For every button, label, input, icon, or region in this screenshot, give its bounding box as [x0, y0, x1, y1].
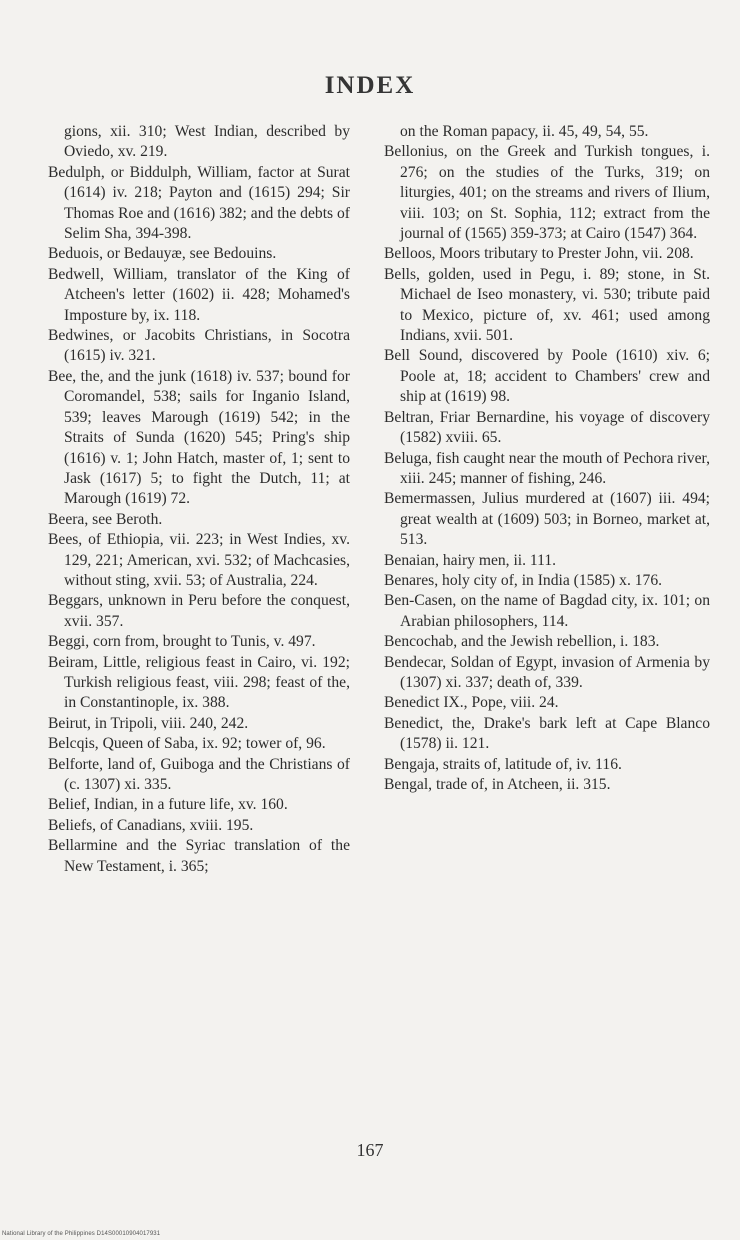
- index-entry: on the Roman papacy, ii. 45, 49, 54, 55.: [400, 123, 649, 140]
- index-entry: Bellonius, on the Greek and Turkish tongues, i. 276; on the studies of the Turks, 319; on liturgies, 401; on the streams and rivers of Ilium, viii. 103; on St. Sophia, 112; extract from the journal of (1565) 359-373; at Cairo (1547) 364.: [384, 143, 710, 243]
- index-entry: Beera, see Beroth.: [48, 510, 163, 528]
- index-entry: Beirut, in Tripoli, viii. 240, 242.: [48, 714, 249, 732]
- index-entry: Beggars, unknown in Peru before the conquest, xvii. 357.: [48, 592, 350, 630]
- index-entry: Beduois, or Bedauyæ, see Bedouins.: [48, 245, 277, 263]
- page-title: INDEX: [324, 72, 416, 99]
- index-entry: Bells, golden, used in Pegu, i. 89; stone, in St. Michael de Iseo monastery, vi. 530; tribute paid to Mexico, picture of, xv. 461; used among Indians, xvii. 501.: [384, 265, 710, 345]
- index-entry: gions, xii. 310; West Indian, described by Oviedo, xv. 219.: [64, 123, 350, 161]
- index-entry: Bee, the, and the junk (1618) iv. 537; bound for Coromandel, 538; sails for Inganio Island, 539; leaves Marough (1619) 542; in the Straits of Sunda (1620) 545; Pring's ship (1616) v. 1; John Hatch, master of, 1; sent to Jask (1617) 5; to fight the Dutch, 11; at Marough (1619) 72.: [48, 367, 350, 508]
- index-entry: Bedwell, William, translator of the King of Atcheen's letter (1602) ii. 428; Mohamed's Imposture by, ix. 118.: [48, 265, 350, 324]
- index-entry: Bedulph, or Biddulph, William, factor at Surat (1614) iv. 218; Payton and (1615) 294; Sir Thomas Roe and (1616) 382; and the debts of Selim Sha, 394-398.: [48, 163, 350, 243]
- index-entry: Bengal, trade of, in Atcheen, ii. 315.: [384, 776, 611, 793]
- index-column-right: [384, 122, 710, 795]
- index-entry: Bedwines, or Jacobits Christians, in Socotra (1615) iv. 321.: [48, 327, 350, 365]
- index-entry: Bellarmine and the Syriac translation of the New Testament, i. 365;: [48, 837, 350, 875]
- index-entry: Bendecar, Soldan of Egypt, invasion of Armenia by (1307) xi. 337; death of, 339.: [384, 653, 710, 691]
- index-entry: Bengaja, straits of, latitude of, iv. 116.: [384, 755, 622, 773]
- index-entry: Benares, holy city of, in India (1585) x. 176.: [384, 571, 663, 589]
- index-entry: Ben-Casen, on the name of Bagdad city, ix. 101; on Arabian philosophers, 114.: [384, 592, 710, 630]
- index-entry: Bencochab, and the Jewish rebellion, i. 183.: [384, 633, 660, 651]
- index-entry: Beiram, Little, religious feast in Cairo, vi. 192; Turkish religious feast, viii. 298; feast of the, in Constantinople, ix. 388.: [48, 653, 350, 712]
- page-number: 167: [356, 1140, 384, 1160]
- index-entry: Beltran, Friar Bernardine, his voyage of discovery (1582) xviii. 65.: [384, 408, 710, 447]
- index-entry: Benaian, hairy men, ii. 111.: [384, 551, 557, 569]
- index-entry: Benedict, the, Drake's bark left at Cape Blanco (1578) ii. 121.: [384, 714, 710, 753]
- index-entry: Beggi, corn from, brought to Tunis, v. 497.: [48, 633, 316, 651]
- index-entry: Beluga, fish caught near the mouth of Pechora river, xiii. 245; manner of fishing, 246.: [384, 449, 710, 487]
- index-entry: Bees, of Ethiopia, vii. 223; in West Indies, xv. 129, 221; American, xvi. 532; of Machcasies, without sting, xvii. 53; of Australia, 224.: [48, 531, 350, 589]
- index-column-left: [48, 122, 350, 877]
- index-entry: Belief, Indian, in a future life, xv. 160.: [48, 796, 288, 814]
- footer-credit: National Library of the Philippines D14S00010904017931: [2, 1231, 161, 1237]
- index-entry: Benedict IX., Pope, viii. 24.: [384, 694, 559, 712]
- index-entry: Belforte, land of, Guiboga and the Christians of (c. 1307) xi. 335.: [48, 755, 350, 793]
- index-entry: Belcqis, Queen of Saba, ix. 92; tower of, 96.: [48, 735, 326, 753]
- index-entry: Beliefs, of Canadians, xviii. 195.: [48, 816, 254, 834]
- index-entry: Belloos, Moors tributary to Prester John, vii. 208.: [384, 245, 694, 263]
- index-entry: Bell Sound, discovered by Poole (1610) xiv. 6; Poole at, 18; accident to Chambers' crew and ship at (1619) 98.: [384, 347, 710, 406]
- index-entry: Bemermassen, Julius murdered at (1607) iii. 494; great wealth at (1609) 503; in Borneo, market at, 513.: [384, 490, 710, 549]
